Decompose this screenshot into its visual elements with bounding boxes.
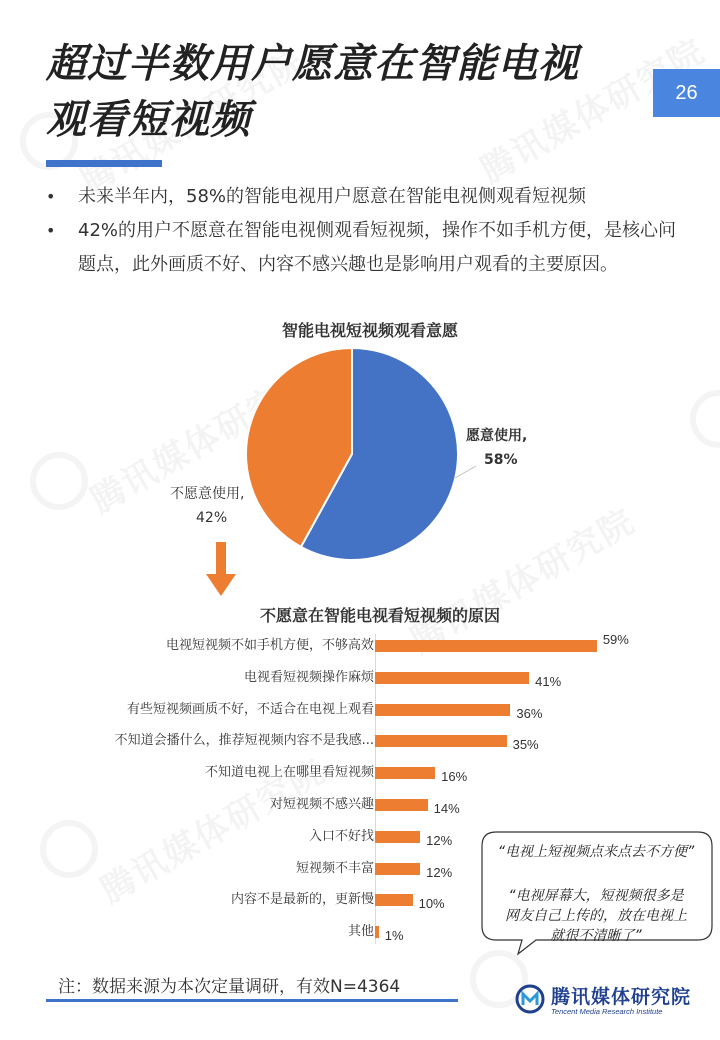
title-underline	[46, 160, 162, 167]
quote-line-2a: “电视屏幕大，短视频很多是	[508, 888, 684, 904]
bar-category-label: 不知道电视上在哪里看短视频	[204, 765, 374, 781]
bar	[375, 926, 379, 938]
bar-category-label: 电视看短视频操作麻烦	[243, 669, 374, 685]
bar	[375, 704, 510, 716]
bar	[375, 831, 420, 843]
title-line-1: 超过半数用户愿意在智能电视	[46, 41, 579, 87]
pie-label-willing-name: 愿意使用,	[466, 428, 528, 444]
bullet-item	[46, 214, 686, 282]
bar-category-label: 内容不是最新的，更新慢	[230, 892, 374, 908]
watermark-logo-icon	[690, 390, 720, 448]
bar-value-label: 10%	[418, 896, 445, 912]
bar-category-label: 电视短视频不如手机方便，不够高效	[165, 638, 374, 653]
bar	[375, 799, 428, 811]
bullet-text: 42%的用户不愿意在智能电视侧观看短视频，操作不如手机方便，是核心问题点，此外画质不好、内容不感兴趣也是影响用户观看的主要原因。	[78, 220, 677, 275]
pie-chart-title: 智能电视短视频观看意愿	[281, 321, 458, 340]
bar-value-label: 35%	[512, 737, 539, 753]
pie-label-unwilling-value: 42%	[196, 510, 228, 526]
bar-value-label: 1%	[384, 928, 404, 944]
pie-label-unwilling-name: 不愿意使用,	[170, 486, 245, 502]
bar-value-label: 14%	[433, 801, 460, 816]
watermark-logo-icon	[30, 452, 88, 510]
bar	[375, 767, 435, 779]
page-title	[46, 36, 646, 148]
quote-line-2b: 网友自己上传的，放在电视上	[505, 908, 687, 924]
title-line-2: 观看短视频	[46, 97, 251, 143]
bar-chart-title: 不愿意在智能电视看短视频的原因	[259, 606, 500, 625]
bullet-marker: •	[46, 221, 56, 240]
pie-slice-0	[301, 348, 458, 560]
tmri-logo-icon	[515, 984, 545, 1014]
bar	[375, 863, 420, 875]
logo-subtitle: Tencent Media Research Institute	[551, 1007, 663, 1016]
down-arrow-icon	[206, 542, 236, 598]
quote-line-2c: 就很不清晰了”	[550, 928, 642, 944]
logo-name: 腾讯媒体研究院	[551, 986, 692, 1008]
pie-slice-1	[246, 348, 352, 547]
pie-label-willing-value: 58%	[484, 452, 518, 468]
bar-value-label: 59%	[602, 632, 629, 647]
bar-category-label: 短视频不丰富	[295, 860, 374, 876]
data-source-note: 注：数据来源为本次定量调研，有效N=4364	[58, 977, 401, 997]
bar-category-label: 入口不好找	[308, 828, 374, 844]
bar	[375, 672, 529, 684]
quote-line-2	[480, 886, 712, 946]
bar-category-label: 对短视频不感兴趣	[269, 797, 374, 812]
footer-underline	[46, 999, 458, 1002]
bar-category-label: 有些短视频画质不好，不适合在电视上观看	[126, 701, 374, 717]
bullet-marker: •	[46, 187, 56, 206]
bar-value-label: 36%	[516, 705, 543, 721]
bullet-text: 未来半年内，58%的智能电视用户愿意在智能电视侧观看短视频	[78, 186, 587, 207]
bar-value-label: 12%	[426, 864, 453, 880]
quote-line-1: “电视上短视频点来点去不方便”	[497, 844, 695, 860]
bar	[375, 894, 413, 906]
bar-value-label: 41%	[535, 673, 562, 689]
bar-value-label: 16%	[441, 769, 468, 785]
bar-value-label: 12%	[426, 832, 453, 848]
pie-label-unwilling	[170, 482, 244, 530]
page-number: 26	[653, 69, 720, 117]
brand-logo	[515, 982, 715, 1022]
bar-category-label: 其他	[347, 924, 374, 940]
bar	[375, 640, 597, 652]
bar-category-label: 不知道会播什么，推荐短视频内容不是我感...	[114, 733, 374, 749]
bullet-list	[46, 180, 686, 282]
bar	[375, 735, 507, 747]
bullet-item	[46, 180, 686, 214]
pie-label-willing	[466, 424, 527, 472]
